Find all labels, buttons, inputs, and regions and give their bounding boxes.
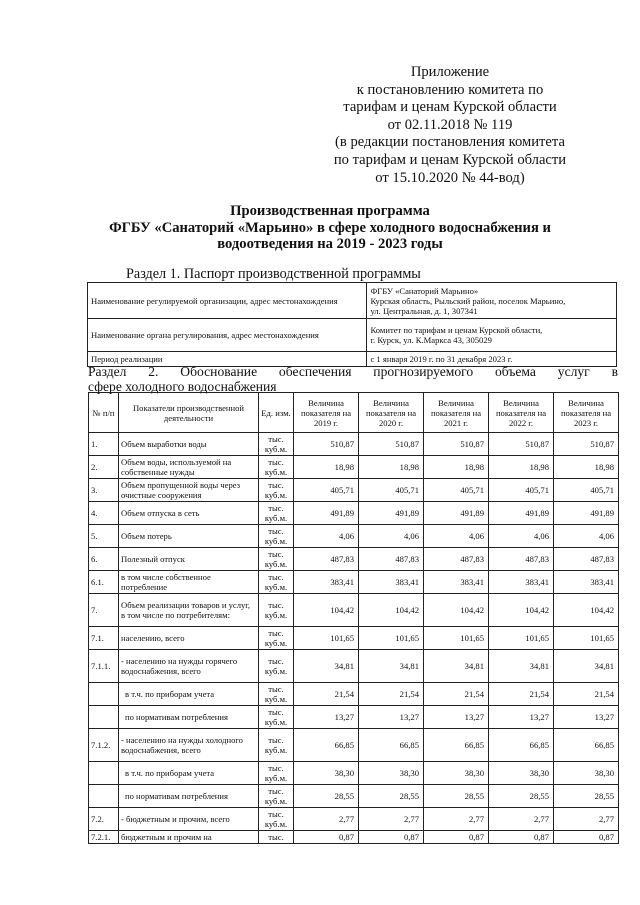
passport-row [88,319,617,352]
row-value: 104,42 [424,594,489,627]
row-num: 7. [89,594,119,627]
row-num: 5. [89,525,119,548]
row-value: 18,98 [424,456,489,479]
row-value: 491,89 [359,502,424,525]
row-value: 510,87 [489,433,554,456]
row-value: 487,83 [489,548,554,571]
row-value: 13,27 [294,706,359,729]
row-value: 101,65 [489,627,554,650]
table-row [89,525,619,548]
row-value: 34,81 [554,650,619,683]
row-indicator: населению, всего [119,627,259,650]
row-value: 491,89 [424,502,489,525]
passport-label: Период реализации [88,352,367,367]
row-value: 18,98 [359,456,424,479]
row-value: 38,30 [359,762,424,785]
table-row [89,479,619,502]
row-num: 6.1. [89,571,119,594]
row-value: 487,83 [424,548,489,571]
row-value: 510,87 [294,433,359,456]
row-value: 13,27 [424,706,489,729]
row-value: 34,81 [359,650,424,683]
row-value: 383,41 [294,571,359,594]
passport-value [367,283,617,319]
row-value: 0,87 [294,831,359,844]
row-value: 18,98 [294,456,359,479]
row-indicator: Объем потерь [119,525,259,548]
row-num: 3. [89,479,119,502]
appendix-line: тарифам и ценам Курской области [343,99,557,116]
table-row [89,650,619,683]
row-indicator: Полезный отпуск [119,548,259,571]
appendix-line: от 15.10.2020 № 44-вод) [375,169,525,186]
row-value: 38,30 [424,762,489,785]
row-value: 405,71 [359,479,424,502]
row-value: 405,71 [554,479,619,502]
row-value: 4,06 [294,525,359,548]
passport-value-line: ФГБУ «Санаторий Марьино» [370,285,479,296]
row-value: 510,87 [359,433,424,456]
row-value: 4,06 [359,525,424,548]
row-value: 34,81 [424,650,489,683]
row-value: 487,83 [554,548,619,571]
row-value: 2,77 [554,808,619,831]
row-value: 0,87 [424,831,489,844]
row-value: 34,81 [294,650,359,683]
passport-table [87,282,617,367]
row-unit: тыс. куб.м. [259,456,294,479]
row-value: 510,87 [424,433,489,456]
table-row [89,683,619,706]
row-indicator: по нормативам потребления [119,706,259,729]
row-unit: тыс. куб.м. [259,479,294,502]
appendix-line: (в редакции постановления комитета [335,134,565,151]
row-value: 2,77 [359,808,424,831]
table-row [89,762,619,785]
row-unit: тыс. куб.м. [259,433,294,456]
row-value: 491,89 [489,502,554,525]
section1-heading: Раздел 1. Паспорт производственной программы [126,266,421,282]
row-value: 487,83 [359,548,424,571]
row-value: 2,77 [489,808,554,831]
passport-value-line: Комитет по тарифам и ценам Курской области, [370,325,543,335]
row-value: 28,55 [359,785,424,808]
row-indicator: в т.ч. по приборам учета [119,683,259,706]
passport-value-line: Курская область, Рыльский район, поселок Марьино, [370,295,566,306]
row-value: 13,27 [489,706,554,729]
row-value: 38,30 [294,762,359,785]
row-indicator: Объем отпуска в сеть [119,502,259,525]
table-header-row [89,393,619,433]
row-value: 38,30 [554,762,619,785]
row-unit: тыс. куб.м. [259,785,294,808]
row-unit: тыс. куб.м. [259,706,294,729]
row-indicator: в том числе собственное потребление [119,571,259,594]
row-value: 34,81 [489,650,554,683]
header-year: Величина показателя на 2021 г. [424,393,489,433]
row-value: 28,55 [489,785,554,808]
row-value: 18,98 [489,456,554,479]
row-value: 66,85 [424,729,489,762]
row-indicator: Объем воды, используемой на собственные нужды [119,456,259,479]
appendix-line: от 02.11.2018 № 119 [387,116,513,133]
row-value: 4,06 [489,525,554,548]
row-unit: тыс. куб.м. [259,729,294,762]
row-value: 21,54 [424,683,489,706]
appendix-line: по тарифам и ценам Курской области [333,151,567,168]
row-value: 0,87 [489,831,554,844]
row-value: 13,27 [554,706,619,729]
row-value: 28,55 [294,785,359,808]
header-year: Величина показателя на 2022 г. [489,393,554,433]
passport-value [367,319,617,352]
row-num [89,785,119,808]
row-value: 21,54 [489,683,554,706]
table-row [89,831,619,844]
row-value: 510,87 [554,433,619,456]
row-value: 101,65 [294,627,359,650]
row-num: 1. [89,433,119,456]
row-value: 18,98 [554,456,619,479]
row-value: 405,71 [294,479,359,502]
row-num: 6. [89,548,119,571]
row-value: 405,71 [489,479,554,502]
row-unit: тыс. куб.м. [259,571,294,594]
row-value: 4,06 [424,525,489,548]
table-row [89,706,619,729]
passport-label: Наименование регулируемой организации, адрес местонахождения [88,283,367,319]
row-value: 2,77 [294,808,359,831]
row-unit: тыс. куб.м. [259,594,294,627]
row-unit: тыс. куб.м. [259,627,294,650]
row-indicator: бюджетным и прочим на [119,831,259,844]
row-value: 101,65 [359,627,424,650]
section2-heading-line: сфере холодного водоснабжения [88,378,277,394]
row-value: 104,42 [489,594,554,627]
title-line: ФГБУ «Санаторий «Марьино» в сфере холодного водоснабжения и [109,219,551,236]
passport-value-line: ул. Центральная, д. 1, 307341 [370,305,478,316]
row-unit: тыс. куб.м. [259,502,294,525]
header-num: № п/п [89,393,119,433]
title-line: водоотведения на 2019 - 2023 годы [217,236,443,252]
appendix-line: к постановлению комитета по [356,81,544,98]
row-value: 66,85 [554,729,619,762]
row-value: 104,42 [359,594,424,627]
row-value: 491,89 [294,502,359,525]
appendix-block [300,64,600,187]
row-num: 2. [89,456,119,479]
row-indicator: Объем выработки воды [119,433,259,456]
section2-heading [88,365,618,394]
row-value: 28,55 [554,785,619,808]
row-unit: тыс. куб.м. [259,525,294,548]
passport-value-line: г. Курск, ул. К.Маркса 43, 305029 [370,335,492,345]
header-year: Величина показателя на 2023 г. [554,393,619,433]
table-row [89,571,619,594]
row-indicator: - бюджетным и прочим, всего [119,808,259,831]
row-value: 21,54 [359,683,424,706]
header-unit: Ед. изм. [259,393,294,433]
row-indicator: - населению на нужды горячего водоснабжения, всего [119,650,259,683]
row-value: 383,41 [424,571,489,594]
appendix-line: Приложение [410,64,490,80]
row-value: 0,87 [359,831,424,844]
row-indicator: - населению на нужды холодного водоснабжения, всего [119,729,259,762]
row-value: 101,65 [554,627,619,650]
table-row [89,502,619,525]
row-value: 383,41 [554,571,619,594]
row-unit: тыс. куб.м. [259,808,294,831]
row-num [89,762,119,785]
row-value: 104,42 [554,594,619,627]
row-indicator: Объем пропущенной воды через очистные сооружения [119,479,259,502]
row-value: 491,89 [554,502,619,525]
row-value: 0,87 [554,831,619,844]
row-indicator: Объем реализации товаров и услуг, в том числе по потребителям: [119,594,259,627]
title-line: Производственная программа [230,203,430,219]
row-value: 2,77 [424,808,489,831]
passport-label: Наименование органа регулирования, адрес местонахождения [88,319,367,352]
table-row [89,785,619,808]
table-row [89,594,619,627]
row-unit: тыс. куб.м. [259,548,294,571]
header-indicator: Показатели производственной деятельности [119,393,259,433]
row-value: 13,27 [359,706,424,729]
row-value: 101,65 [424,627,489,650]
row-value: 104,42 [294,594,359,627]
row-value: 66,85 [489,729,554,762]
table-row [89,456,619,479]
row-value: 383,41 [359,571,424,594]
passport-row [88,283,617,319]
passport-value-line: с 1 января 2019 г. по 31 декабря 2023 г. [370,354,513,364]
production-indicators-table [88,392,619,844]
table-row [89,808,619,831]
row-indicator: по нормативам потребления [119,785,259,808]
header-year: Величина показателя на 2019 г. [294,393,359,433]
document-title [40,203,620,253]
row-unit: тыс. куб.м. [259,762,294,785]
row-value: 66,85 [294,729,359,762]
row-value: 4,06 [554,525,619,548]
row-num: 7.1.2. [89,729,119,762]
row-value: 383,41 [489,571,554,594]
row-value: 38,30 [489,762,554,785]
row-num: 4. [89,502,119,525]
header-year: Величина показателя на 2020 г. [359,393,424,433]
table-row [89,433,619,456]
row-unit: тыс. куб.м. [259,650,294,683]
row-indicator: в т.ч. по приборам учета [119,762,259,785]
row-value: 21,54 [294,683,359,706]
row-num: 7.1.1. [89,650,119,683]
section2-heading-line: Раздел 2. Обоснование обеспечения прогнозируемого объема услуг в [88,364,618,379]
row-num: 7.2. [89,808,119,831]
row-value: 405,71 [424,479,489,502]
row-num: 7.1. [89,627,119,650]
row-value: 66,85 [359,729,424,762]
row-value: 28,55 [424,785,489,808]
row-num [89,706,119,729]
table-row [89,729,619,762]
row-value: 21,54 [554,683,619,706]
table-row [89,627,619,650]
row-num: 7.2.1. [89,831,119,844]
table-row [89,548,619,571]
row-num [89,683,119,706]
row-unit: тыс. [259,831,294,844]
row-unit: тыс. куб.м. [259,683,294,706]
row-value: 487,83 [294,548,359,571]
